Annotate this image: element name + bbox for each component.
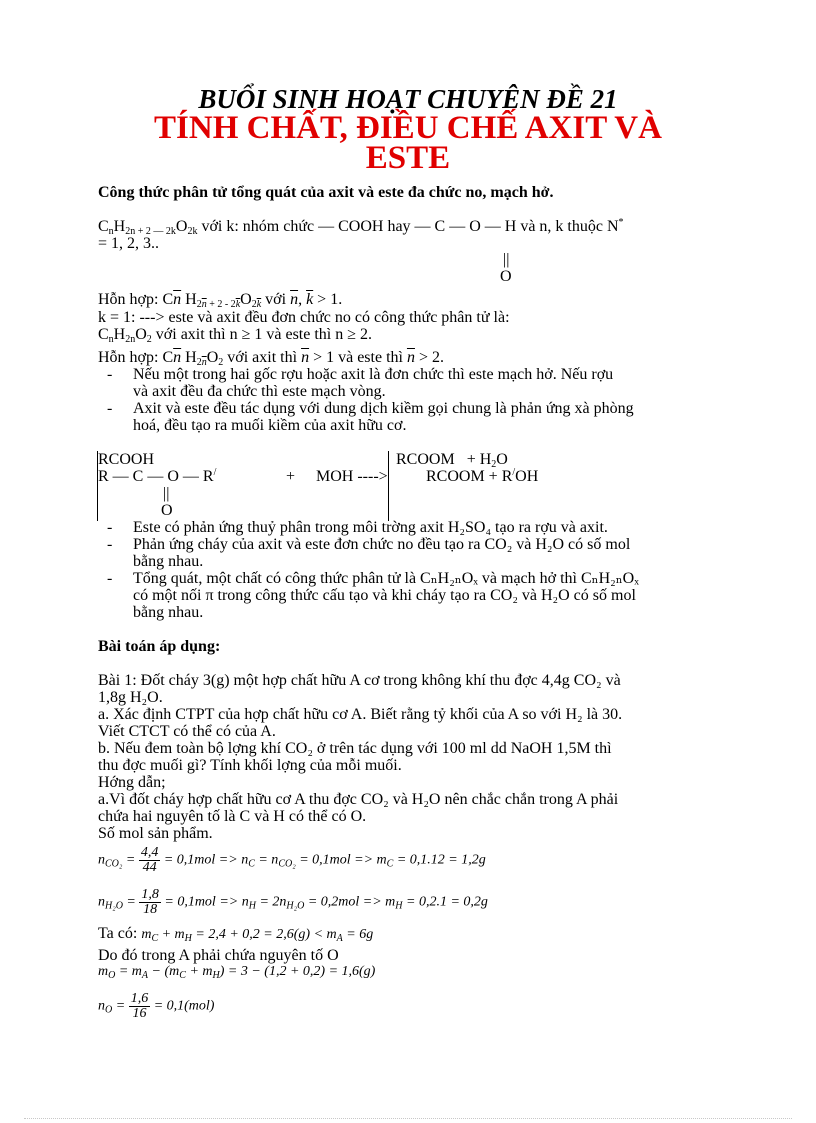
title-line-3: ESTE	[365, 140, 451, 176]
bullet-5-line-3: bằng nhau.	[133, 604, 204, 621]
double-bond-mark: ||	[503, 251, 510, 268]
oxygen-mass-equation: $m_O = m_A - (m_C + m_H) = 3 - (1,2 + 0,2) = 1,6(g)$	[98, 964, 376, 981]
oxygen-mark: O	[500, 268, 512, 285]
mass-balance-line: Ta có: $m_C + m_H = 2,4 + 0,2 = 2,6(g) < m_A = 6g$	[98, 925, 374, 944]
document-page: BUỔI SINH HOẠT CHUYÊN ĐỀ 21 TÍNH CHẤT, ĐIỀU CHẾ AXIT VÀ ESTE Công thức phân tử tổng quát của axit và este đa chức no, mạch hở. $C_nH_{2n + 2 — 2k}O_{2k}$ với k: nhóm chức — COOH hay — C — O — H và n, k thuộc N* = 1, 2, 3.. || O Hỗn hợp: $C\overline{n}$ $H_{2\overline{n} + 2 - 2\overline{k}}O_{2\overline{k}}$ với $\overline{n}$, $\overline{k} > 1$. k = 1: ---> este và axit đều đơn chức no có công thức phân tử là: $C_nH_{2n}O_2$ với axit thì n ≥ 1 và este thì n ≥ 2. Hỗn hợp: $C\overline{n}$ $H_{2\overline{n}}O_2$ với axit thì $\overline{n} > 1$ và este thì $\overline{n} > 2$. - Nếu một trong hai gốc rợu hoặc axit là đơn chức thì este mạch hở. Nếu rợu và axit đều đa chức thì este mạch vòng. - Axit và este đều tác dụng với dung dịch kiềm gọi chung là phản ứng xà phòng hoá, đều tạo ra muối kiềm của axit hữu cơ. RCOOH R — C — O — R/ + MOH ----> RCOOM + $H_2O$ RCOOM + R/OH || O - Este có phản ứng thuỷ phân trong môi trờng axit H₂SO₄ tạo ra rợu và axit. - Phản ứng cháy của axit và este đơn chức no đều tạo ra CO₂ và H₂O có số mol bằng nhau. - Tổng quát, một chất có công thức phân tử là CₙH₂ₙOₓ và mạch hở thì CₙH₂ₙOₓ có một nối π trong công thức cấu tạo và khi cháy tạo ra CO₂ và H₂O có số mol bằng nhau. Bài toán áp dụng: Bài 1: Đốt cháy 3(g) một hợp chất hữu A cơ trong không khí thu đợc 4,4g CO₂ và 1,8g H₂O. a. Xác định CTPT của hợp chất hữu cơ A. Biết rằng tỷ khối của A so với H₂ là 30. Viết CTCT có thể có của A. b. Nếu đem toàn bộ lợng khí CO₂ ở trên tác dụng với 100 ml dd NaOH 1,5M thì thu đợc muối gì? Tính khối lợng của mỗi muối. Hớng dẫn; a.Vì đốt cháy hợp chất hữu cơ A thu đợc CO₂ và H₂O nên chắc chắn trong A phải chứa hai nguyên tố là C và H có thể có O. Số mol sản phẩm. $n_{CO_2}$ = $\frac{4,4}{44}$ = $0,1mol => n_C = n_{CO_2} = 0,1mol => m_C = 0,1.12 = 1,2g$ $n_{H_2O}$ = $\frac{1,8}{18}$ = $0,1mol => n_H = 2n_{H_2O} = 0,2mol => m_H = 0,2.1 = 0,2g$ Ta có: $m_C + m_H = 2,4 + 0,2 = 2,6(g) < m_A = 6g$ Do đó trong A phải chứa nguyên tố O $m_O = m_A - (m_C + m_H) = 3 - (1,2 + 0,2) = 1,6(g)$ $n_O$ = $\frac{1,6}{16}$ = 0,1(mol)	[0, 0, 816, 1123]
reactant-ester: R — C — O — R/	[98, 467, 217, 485]
bullet-3: Este có phản ứng thuỷ phân trong môi trờng axit H₂SO₄ tạo ra rợu và axit.	[133, 519, 608, 536]
bullet-1-line-1: Nếu một trong hai gốc rợu hoặc axit là đơn chức thì este mạch hở. Nếu rợu	[133, 366, 614, 383]
bullet-4-line-1: Phản ứng cháy của axit và este đơn chức no đều tạo ra CO₂ và H₂O có số mol	[133, 536, 631, 553]
guide-line-2: chứa hai nguyên tố là C và H có thể có O.	[98, 808, 367, 825]
problem-line-4: Viết CTCT có thể có của A.	[98, 723, 276, 740]
bullet-5-line-2: có một nối π trong công thức cấu tạo và khi cháy tạo ra CO₂ và H₂O có số mol	[133, 587, 636, 604]
bullet-5-line-1: Tổng quát, một chất có công thức phân tử là CₙH₂ₙOₓ và mạch hở thì CₙH₂ₙOₓ	[133, 570, 639, 587]
problem-line-5: b. Nếu đem toàn bộ lợng khí CO₂ ở trên tác dụng với 100 ml dd NaOH 1,5M thì	[98, 740, 612, 757]
page-bottom-border	[24, 1118, 792, 1119]
heading-general-formula: Công thức phân tử tổng quát của axit và este đa chức no, mạch hở.	[98, 184, 554, 201]
mixture-line-2: Hỗn hợp: $C\overline{n}$ $H_{2\overline{n}}O_2$ với axit thì $\overline{n} > 1$ và este thì $\overline{n} > 2$.	[98, 349, 444, 368]
bullet-4-line-2: bằng nhau.	[133, 553, 204, 570]
general-formula-line: $C_nH_{2n + 2 — 2k}O_{2k}$ với k: nhóm chức — COOH hay — C — O — H và n, k thuộc N*	[98, 217, 624, 237]
reactant-acid: RCOOH	[98, 451, 155, 468]
general-formula-cont: = 1, 2, 3..	[98, 235, 160, 252]
bullet-2-line-2: hoá, đều tạo ra muối kiềm của axit hữu cơ.	[133, 417, 407, 434]
bullet-2-line-1: Axit và este đều tác dụng với dung dịch kiềm gọi chung là phản ứng xà phòng	[133, 400, 634, 417]
problem-line-2: 1,8g H₂O.	[98, 689, 163, 706]
equation-h2o: $n_{H_2O}$ = $\frac{1,8}{18}$ = $0,1mol => n_H = 2n_{H_2O} = 0,2mol => m_H = 0,2.1 = 0,2g$	[98, 887, 488, 917]
equation-co2: $n_{CO_2}$ = $\frac{4,4}{44}$ = $0,1mol => n_C = n_{CO_2} = 0,1mol => m_C = 0,1.12 = 1,2g$	[98, 845, 486, 875]
problem-line-6: thu đợc muối gì? Tính khối lợng của mỗi muối.	[98, 757, 402, 774]
problem-line-1: Bài 1: Đốt cháy 3(g) một hợp chất hữu A cơ trong không khí thu đợc 4,4g CO₂ và	[98, 672, 621, 689]
base-moh: MOH ---->	[316, 468, 388, 485]
guide-heading: Hớng dẫn;	[98, 774, 166, 791]
heading-applied-problems: Bài toán áp dụng:	[98, 638, 221, 655]
reaction-double-bond: ||	[163, 485, 170, 502]
title-line-1: BUỔI SINH HOẠT CHUYÊN ĐỀ 21	[198, 84, 618, 114]
oxygen-conclusion: Do đó trong A phải chứa nguyên tố O	[98, 947, 339, 964]
oxygen-mol-equation: $n_O$ = $\frac{1,6}{16}$ = 0,1(mol)	[98, 991, 215, 1021]
product-1: RCOOM + $H_2O$	[396, 451, 508, 470]
k1-line: k = 1: ---> este và axit đều đơn chức no có công thức phân tử là:	[98, 309, 510, 326]
title-line-2: TÍNH CHẤT, ĐIỀU CHẾ AXIT VÀ	[154, 110, 662, 146]
product-2: RCOOM + R/OH	[426, 467, 539, 485]
reaction-oxygen: O	[161, 502, 173, 519]
problem-line-3: a. Xác định CTPT của hợp chất hữu cơ A. Biết rằng tỷ khối của A so với H₂ là 30.	[98, 706, 623, 723]
guide-line-3: Số mol sản phẩm.	[98, 825, 213, 842]
plus-sign: +	[286, 468, 296, 485]
bullet-1-line-2: và axit đều đa chức thì este mạch vòng.	[133, 383, 386, 400]
k1-formula: $C_nH_{2n}O_2$ với axit thì n ≥ 1 và este thì n ≥ 2.	[98, 326, 373, 345]
guide-line-1: a.Vì đốt cháy hợp chất hữu cơ A thu đợc CO₂ và H₂O nên chắc chắn trong A phải	[98, 791, 619, 808]
reaction-mid-bracket	[388, 451, 389, 521]
mixture-line-1: Hỗn hợp: $C\overline{n}$ $H_{2\overline{n} + 2 - 2\overline{k}}O_{2\overline{k}}$ với $\overline{n}$, $\overline{k} > 1$.	[98, 291, 343, 310]
